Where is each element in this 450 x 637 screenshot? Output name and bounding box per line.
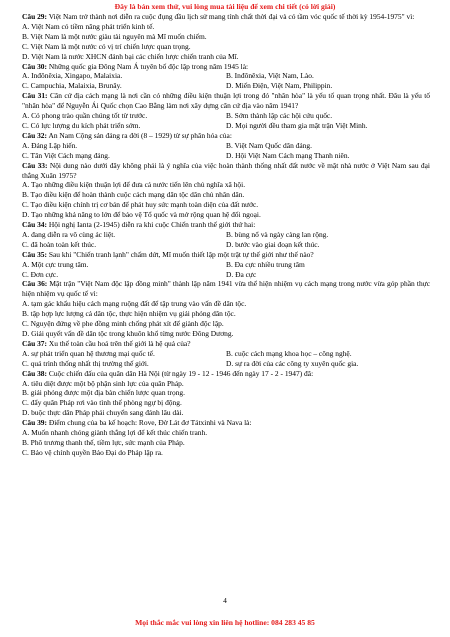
question	[22, 131, 430, 141]
option: C. đã hoàn toàn kết thúc.	[22, 239, 97, 249]
option: D. Miến Điện, Việt Nam, Philippin.	[226, 81, 333, 91]
question	[22, 339, 430, 349]
question	[22, 279, 430, 299]
document-body	[22, 12, 430, 458]
question-text: Sau khi "Chiến tranh lạnh" chấm dứt, Mĩ muốn thiết lập một trật tự thế giới như thế nào?	[48, 249, 314, 259]
option: A. Muốn nhanh chóng giành thắng lợi để kết thúc chiến tranh.	[22, 428, 208, 438]
option: D. Tạo những khả năng to lớn để bảo vệ Tổ quốc và mở rộng quan hệ đối ngoại.	[22, 210, 261, 220]
question-text: Căn cứ địa cách mạng là nơi cần có những điều kiện thuận lợi trong đó "nhân hòa" là yếu tố quan trọng nhất. Đâu là yếu tố "nhân hòa" để Nguyễn Ái Quốc chọn Cao Bằng làm nơi xây dựng căn cứ địa vào năm 1941?	[22, 91, 431, 111]
question	[22, 91, 430, 111]
question-number: Câu 38:	[22, 368, 47, 378]
question-number: Câu 31:	[22, 91, 48, 101]
option: D. buộc thực dân Pháp phải chuyển sang đánh lâu dài.	[22, 408, 184, 418]
question	[22, 369, 430, 379]
option: C. Bảo vệ chính quyền Bảo Đại do Pháp lập ra.	[22, 447, 163, 457]
question	[22, 418, 430, 428]
option: B. Sớm thành lập các hội cứu quốc.	[226, 111, 333, 121]
option: C. Có lực lượng du kích phát triển sớm.	[22, 120, 141, 130]
option: D. sự ra đời của các công ty xuyên quốc gia.	[226, 358, 359, 368]
question-number: Câu 34:	[22, 220, 47, 230]
option: C. quá trình thống nhất thị trường thế giới.	[22, 358, 149, 368]
option: D. Giải quyết vấn đề dân tộc trong khuôn khổ từng nước Đông Dương.	[22, 329, 234, 338]
option: D. Đa cực	[226, 269, 257, 279]
option: A. tạm gác khẩu hiệu cách mạng ruộng đất để tập trung vào vấn đề dân tộc.	[22, 299, 247, 309]
option: D. bước vào giai đoạn kết thúc.	[226, 239, 320, 249]
option: A. Đảng Lập hiến.	[22, 140, 78, 150]
option: D. Việt Nam là nước XHCN đánh bại các chiến lược chiến tranh của Mĩ.	[22, 51, 239, 61]
question-number: Câu 36:	[22, 279, 48, 289]
question-text: Hội nghị Ianta (2-1945) diễn ra khi cuộc Chiến tranh thế giới thứ hai:	[48, 220, 256, 230]
question	[22, 12, 430, 22]
option: B. Inđônêxia, Việt Nam, Lào.	[226, 71, 314, 81]
question-number: Câu 33:	[22, 160, 48, 170]
option: C. Việt Nam là một nước có vị trí chiến lược quan trọng.	[22, 41, 191, 51]
option: B. Việt Nam Quốc dân đảng.	[226, 140, 312, 150]
question-number: Câu 35:	[22, 249, 47, 259]
question-text: Xu thế toàn cầu hoá trên thế giới là hệ quả của?	[48, 338, 191, 348]
question-number: Câu 30:	[22, 61, 47, 71]
option: B. tập hợp lực lượng cả dân tộc, thực hiện nhiệm vụ giải phóng dân tộc.	[22, 309, 236, 319]
question	[22, 161, 430, 181]
option: C. Tân Việt Cách mạng đảng.	[22, 150, 110, 160]
option: B. giải phóng được một địa bàn chiến lược quan trọng.	[22, 388, 185, 398]
option: B. cuộc cách mạng khoa học – công nghệ.	[226, 348, 352, 358]
question	[22, 62, 430, 72]
option: C. Nguyện đứng về phe đồng minh chống phát xít để giành độc lập.	[22, 319, 224, 329]
option: B. Phô trương thanh thế, tiềm lực, sức mạnh của Pháp.	[22, 437, 185, 447]
option: B. Đa cực nhiều trung tâm	[226, 259, 305, 269]
option: D. Mọi người đều tham gia mặt trận Việt Minh.	[226, 120, 368, 130]
hotline-footer: Mọi thắc mắc vui lòng xin liên hệ hotline: 084 283 45 85	[135, 618, 315, 627]
question	[22, 250, 430, 260]
question-text: Việt Nam trở thành nơi diễn ra cuộc đụng đầu lịch sử mang tính chất thời đại và có tầm vóc quốc tế thời kỳ 1954-1975" vì:	[48, 12, 415, 21]
option: A. đang diễn ra vô cùng ác liệt.	[22, 229, 116, 239]
preview-header: Đây là bản xem thử, vui lòng mua tài liệu để xem chi tiết (có lời giải)	[114, 2, 336, 11]
option: C. Tạo điều kiện chính trị cơ bản để phát huy sức mạnh toàn diện của đất nước.	[22, 200, 259, 210]
option: A. Việt Nam có tiềm năng phát triển kinh tế.	[22, 21, 155, 31]
option: D. Hội Việt Nam Cách mạng Thanh niên.	[226, 150, 350, 160]
question-text: Điểm chung của ba kế hoạch: Rove, Đờ Lát đơ Tátxinhi và Nava là:	[48, 418, 252, 428]
option: A. Tạo những điều kiện thuận lợi để đưa cả nước tiến lên chủ nghĩa xã hội.	[22, 180, 246, 190]
option: B. Việt Nam là một nước giàu tài nguyên mà Mĩ muốn chiếm.	[22, 31, 207, 41]
option: C. Đơn cực.	[22, 269, 59, 279]
page-number: 4	[223, 596, 227, 605]
option: A. tiêu diệt được một bộ phận sinh lực của quân Pháp.	[22, 378, 184, 388]
question-number: Câu 39:	[22, 418, 47, 428]
option: B. bùng nổ và ngày càng lan rộng.	[226, 229, 329, 239]
option: A. Có phong trào quần chúng tốt từ trước.	[22, 111, 148, 121]
question	[22, 220, 430, 230]
option: B. Tạo điều kiện để hoàn thành cuộc cách mạng dân tộc dân chủ nhân dân.	[22, 190, 245, 200]
question-text: Nội dung nào dưới đây không phải là ý nghĩa của việc hoàn thành thống nhất đất nước về mặt nhà nước ở Việt Nam sau đại thắng Xuân 1975?	[22, 160, 430, 180]
question-text: An Nam Cộng sản đảng ra đời (8 – 1929) từ sự phân hóa của:	[48, 130, 232, 140]
question-text: Cuộc chiến đấu của quân dân Hà Nội (từ ngày 19 - 12 - 1946 đến ngày 17 - 2 - 1947) đã:	[48, 368, 314, 378]
question-text: Những quốc gia Đông Nam Á tuyên bố độc lập trong năm 1945 là:	[48, 61, 249, 71]
question-number: Câu 37:	[22, 338, 47, 348]
question-text: Mặt trận "Việt Nam độc lập đồng minh" thành lập năm 1941 vừa thể hiện nhiệm vụ cách mạng trong nước vừa góp phần thực hiện nhiệm vụ quốc tế vì:	[22, 279, 431, 299]
option: A. Inđônêxia, Xingapo, Malaixia.	[22, 71, 123, 81]
option: A. Một cực trung tâm.	[22, 259, 89, 269]
option: C. Campuchia, Malaixia, Brunây.	[22, 81, 122, 91]
option: C. đẩy quân Pháp rơi vào tình thế phòng ngự bị động.	[22, 398, 182, 408]
option: A. sự phát triển quan hệ thương mại quốc tế.	[22, 348, 155, 358]
question-number: Câu 29:	[22, 12, 47, 21]
question-number: Câu 32:	[22, 130, 47, 140]
